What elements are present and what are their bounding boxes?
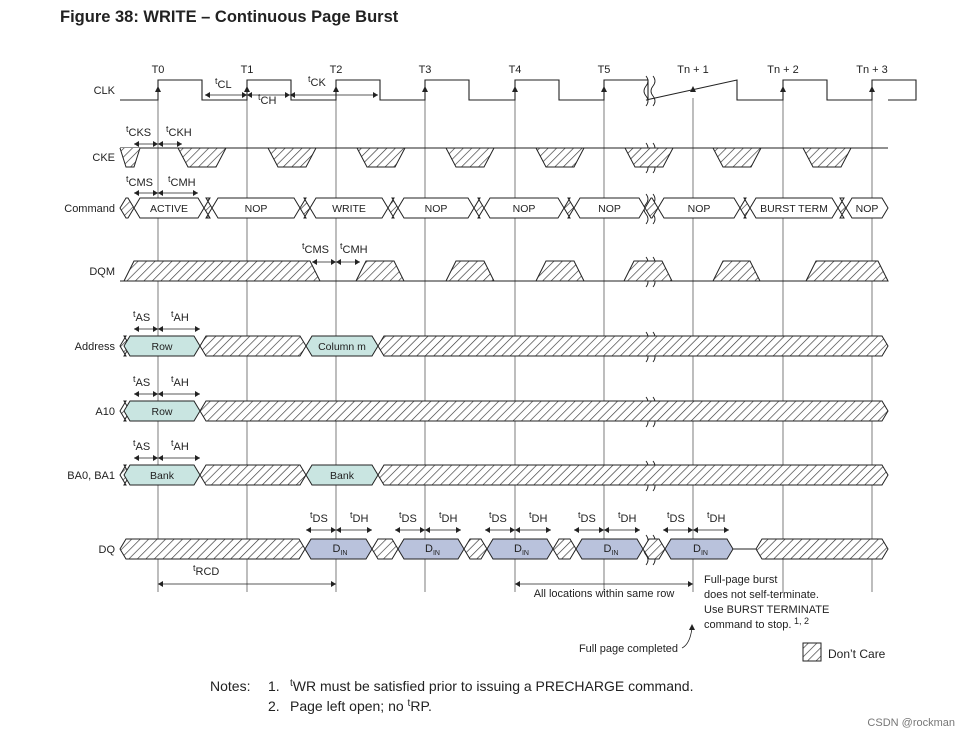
clock-label-2: T2 — [329, 64, 343, 76]
command-label-1: NOP — [244, 203, 268, 215]
dq-gap-0 — [372, 539, 398, 559]
dim-ba-tah-head-a — [158, 455, 163, 461]
cke-dont-care-5 — [625, 148, 673, 167]
dim-tckh-head-b — [177, 141, 182, 147]
ba-value-label-0: Bank — [150, 470, 174, 482]
dim-a10-tas-head-a — [134, 391, 139, 397]
timing-tckh: $^t$CKH — [166, 124, 192, 139]
clk-edge-arrow-1 — [244, 86, 250, 92]
command-label-6: NOP — [687, 203, 711, 215]
a10-hatch-tail — [200, 401, 888, 421]
signal-label-dq: DQ — [98, 544, 115, 556]
dqm-dont-care-6 — [806, 261, 888, 281]
timing-dq-tdh-2: $^t$DH — [529, 510, 548, 525]
timing-tcl: $^t$CL — [215, 76, 232, 91]
cke-lead-hatch — [120, 148, 140, 167]
dim-tck-head-b — [373, 92, 378, 98]
timing-tch: $^t$CH — [258, 92, 277, 107]
dq-data-label-2: $D_{IN}$ — [514, 543, 529, 557]
dim-ba-tas-head-b — [153, 455, 158, 461]
signal-label-clk: CLK — [93, 85, 115, 97]
note-num-1: 2. — [268, 698, 280, 714]
dim-dq-tds-2-head-b — [510, 527, 515, 533]
timing-dq-tds-2: $^t$DS — [489, 510, 507, 525]
dim-dq-tdh-4-head-a — [693, 527, 698, 533]
cke-dont-care-0 — [178, 148, 226, 167]
timing-trcd: $^t$RCD — [193, 563, 220, 578]
full-page-completed-note: Full page completed — [578, 643, 678, 655]
timing-dqm-tcmh: $^t$CMH — [340, 241, 368, 256]
timing-dq-tds-0: $^t$DS — [310, 510, 328, 525]
command-gap-0 — [204, 198, 212, 218]
dim-tch-head-a — [247, 92, 252, 98]
timing-dq-tdh-4: $^t$DH — [707, 510, 726, 525]
dq-data-label-3: $D_{IN}$ — [603, 543, 619, 557]
dq-data-label-4: $D_{IN}$ — [693, 543, 708, 557]
address-hatch-1 — [200, 336, 306, 356]
clk-edge-arrow-8 — [869, 86, 875, 92]
dim-dq-tds-4-head-b — [688, 527, 693, 533]
cke-dont-care-4 — [536, 148, 584, 167]
dim-dqm-tcms-head-a — [312, 259, 317, 265]
command-label-0: ACTIVE — [150, 203, 188, 215]
dim-ba-tah-head-b — [195, 455, 200, 461]
full-page-completed-arrow — [682, 628, 692, 648]
clk-edge-arrow-0 — [155, 86, 161, 92]
dim-dqm-tcms-head-b — [331, 259, 336, 265]
timing-address-tah: $^t$AH — [171, 309, 189, 324]
clock-label-5: T5 — [597, 64, 611, 76]
dim-tch-head-b — [285, 92, 290, 98]
timing-tck: $^t$CK — [308, 74, 326, 89]
signal-label-ba: BA0, BA1 — [67, 470, 115, 482]
dqm-dont-care-3 — [536, 261, 584, 281]
dim-dq-tds-4-head-a — [663, 527, 668, 533]
dim-dq-tdh-3-head-a — [604, 527, 609, 533]
timing-dq-tdh-1: $^t$DH — [439, 510, 458, 525]
signal-label-dqm: DQM — [89, 266, 115, 278]
cke-dont-care-6 — [713, 148, 761, 167]
clk-edge-arrow-3 — [422, 86, 428, 92]
dim-dqm-tcmh-head-a — [336, 259, 341, 265]
dim-dq-tds-3-head-a — [574, 527, 579, 533]
dim-a10-tas-head-b — [153, 391, 158, 397]
clk-edge-arrow-2 — [333, 86, 339, 92]
cmd-hatch-lead — [120, 198, 134, 218]
command-gap-6 — [740, 198, 750, 218]
clk-waveform — [120, 80, 916, 100]
timing-dq-tds-4: $^t$DS — [667, 510, 685, 525]
command-label-2: WRITE — [332, 203, 366, 215]
cke-dont-care-2 — [357, 148, 405, 167]
dim-dq-tdh-1-head-a — [425, 527, 430, 533]
dim-dq-tds-1-head-b — [420, 527, 425, 533]
timing-dq-tds-1: $^t$DS — [399, 510, 417, 525]
command-label-5: NOP — [598, 203, 621, 215]
dqm-dont-care-5 — [713, 261, 760, 281]
command-gap-3 — [474, 198, 484, 218]
address-hatch-tail — [378, 336, 888, 356]
watermark: CSDN @rockman — [867, 717, 955, 729]
signal-label-cke: CKE — [92, 152, 115, 164]
command-gap-1 — [300, 198, 310, 218]
clock-label-0: T0 — [151, 64, 165, 76]
dim-a10-tah-head-b — [195, 391, 200, 397]
a10-value-label-0: Row — [151, 406, 173, 418]
address-value-label-1: Column m — [318, 341, 366, 353]
ba-hatch-1 — [200, 465, 306, 485]
clock-gridlines — [152, 64, 888, 592]
command-gap-2 — [388, 198, 398, 218]
dim-dq-tdh-3-head-b — [635, 527, 640, 533]
dqm-dont-care-0 — [124, 261, 320, 281]
signal-label-command: Command — [64, 203, 115, 215]
dim-tcmh-head-a — [158, 190, 163, 196]
dq-hatch-lead — [120, 539, 305, 559]
full-page-burst-line-2: Use BURST TERMINATE — [704, 604, 830, 616]
ba-value-label-1: Bank — [330, 470, 354, 482]
timing-dq-tdh-0: $^t$DH — [350, 510, 369, 525]
signal-label-a10: A10 — [95, 406, 115, 418]
dqm-dont-care-1 — [356, 261, 404, 281]
dim-tcl-head-a — [205, 92, 210, 98]
dim-trcd-head-a — [158, 581, 163, 587]
note-text-0: $^t$WR must be satisfied prior to issuing a PRECHARGE command. — [290, 678, 694, 694]
same-row-note: All locations within same row — [533, 588, 675, 600]
clock-label-1: T1 — [240, 64, 254, 76]
dim-ba-tas-head-a — [134, 455, 139, 461]
signal-labels — [64, 85, 115, 556]
dim-tcks-head-a — [134, 141, 139, 147]
timing-a10-tas: $^t$AS — [133, 374, 151, 389]
dqm-dont-care-2 — [446, 261, 494, 281]
legend-dont-care-swatch — [803, 643, 821, 661]
dim-trcd-head-b — [331, 581, 336, 587]
dim-dq-tdh-2-head-b — [546, 527, 551, 533]
dim-dq-tdh-0-head-a — [336, 527, 341, 533]
command-label-3: NOP — [424, 203, 448, 215]
dim-tcms-head-b — [153, 190, 158, 196]
dim-address-tah-head-a — [158, 326, 163, 332]
dim-same-row-head-b — [688, 581, 693, 587]
timing-dqm-tcms: $^t$CMS — [302, 241, 329, 256]
timing-dq-tdh-3: $^t$DH — [618, 510, 637, 525]
clk-edge-arrow-5 — [601, 86, 607, 92]
dim-address-tas-head-b — [153, 326, 158, 332]
dqm-dont-care-4 — [624, 261, 672, 281]
dim-dq-tds-0-head-b — [331, 527, 336, 533]
full-page-completed-arrow-head — [689, 624, 695, 630]
clk-edge-arrow-7 — [780, 86, 786, 92]
dim-dq-tds-2-head-a — [485, 527, 490, 533]
figure-title: Figure 38: WRITE – Continuous Page Burst — [60, 8, 399, 26]
dq-data-label-1: $D_{IN}$ — [425, 543, 440, 557]
dim-dq-tds-0-head-a — [306, 527, 311, 533]
clock-label-3: T3 — [418, 64, 432, 76]
command-label-8: NOP — [855, 203, 879, 215]
full-page-burst-line-0: Full-page burst — [704, 574, 778, 586]
full-page-burst-line-3: command to stop. $^{1, 2}$ — [704, 616, 809, 631]
notes-heading: Notes: — [210, 678, 251, 694]
address-value-label-0: Row — [151, 341, 173, 353]
note-num-0: 1. — [268, 678, 280, 694]
clock-label-4: T4 — [508, 64, 522, 76]
dim-tcl-head-b — [242, 92, 247, 98]
timing-tcmh: $^t$CMH — [168, 174, 196, 189]
command-gap-7 — [838, 198, 846, 218]
dim-dq-tdh-4-head-b — [724, 527, 729, 533]
clock-label-7: Tn + 2 — [767, 64, 799, 76]
dq-gap-2 — [553, 539, 576, 559]
dim-dq-tdh-1-head-b — [456, 527, 461, 533]
dim-tcks-head-b — [153, 141, 158, 147]
dim-address-tah-head-b — [195, 326, 200, 332]
timing-ba-tah: $^t$AH — [171, 438, 189, 453]
dim-dq-tds-1-head-a — [395, 527, 400, 533]
legend-dont-care-label: Don’t Care — [828, 647, 886, 661]
break-mark-b-0 — [651, 76, 655, 106]
ba-hatch-tail — [378, 465, 888, 485]
dim-tcms-head-a — [134, 190, 139, 196]
cke-dont-care-7 — [803, 148, 851, 167]
dq-hatch-tail — [756, 539, 888, 559]
dim-tckh-head-a — [158, 141, 163, 147]
dim-tcmh-head-b — [193, 190, 198, 196]
signal-label-address: Address — [74, 341, 115, 353]
clock-label-8: Tn + 3 — [856, 64, 888, 76]
clk-edge-arrow-4 — [512, 86, 518, 92]
dim-address-tas-head-a — [134, 326, 139, 332]
full-page-burst-line-1: does not self-terminate. — [704, 589, 819, 601]
dim-dq-tdh-0-head-b — [367, 527, 372, 533]
timing-tcms: $^t$CMS — [126, 174, 153, 189]
cke-dont-care-3 — [446, 148, 494, 167]
note-text-1: Page left open; no $^t$RP. — [290, 698, 432, 714]
dim-a10-tah-head-a — [158, 391, 163, 397]
command-label-7: BURST TERM — [760, 203, 828, 215]
dim-dqm-tcmh-head-b — [355, 259, 360, 265]
dq-gap-1 — [464, 539, 487, 559]
command-gap-4 — [564, 198, 574, 218]
cke-dont-care-1 — [268, 148, 316, 167]
clock-label-6: Tn + 1 — [677, 64, 709, 76]
dim-dq-tdh-2-head-a — [515, 527, 520, 533]
timing-a10-tah: $^t$AH — [171, 374, 189, 389]
timing-dq-tds-3: $^t$DS — [578, 510, 596, 525]
dq-data-label-0: $D_{IN}$ — [332, 543, 348, 557]
waveforms — [120, 76, 916, 565]
command-label-4: NOP — [512, 203, 536, 215]
annotations — [126, 74, 886, 714]
dim-same-row-head-a — [515, 581, 520, 587]
timing-ba-tas: $^t$AS — [133, 438, 151, 453]
timing-tcks: $^t$CKS — [126, 124, 152, 139]
dim-dq-tds-3-head-b — [599, 527, 604, 533]
timing-address-tas: $^t$AS — [133, 309, 151, 324]
